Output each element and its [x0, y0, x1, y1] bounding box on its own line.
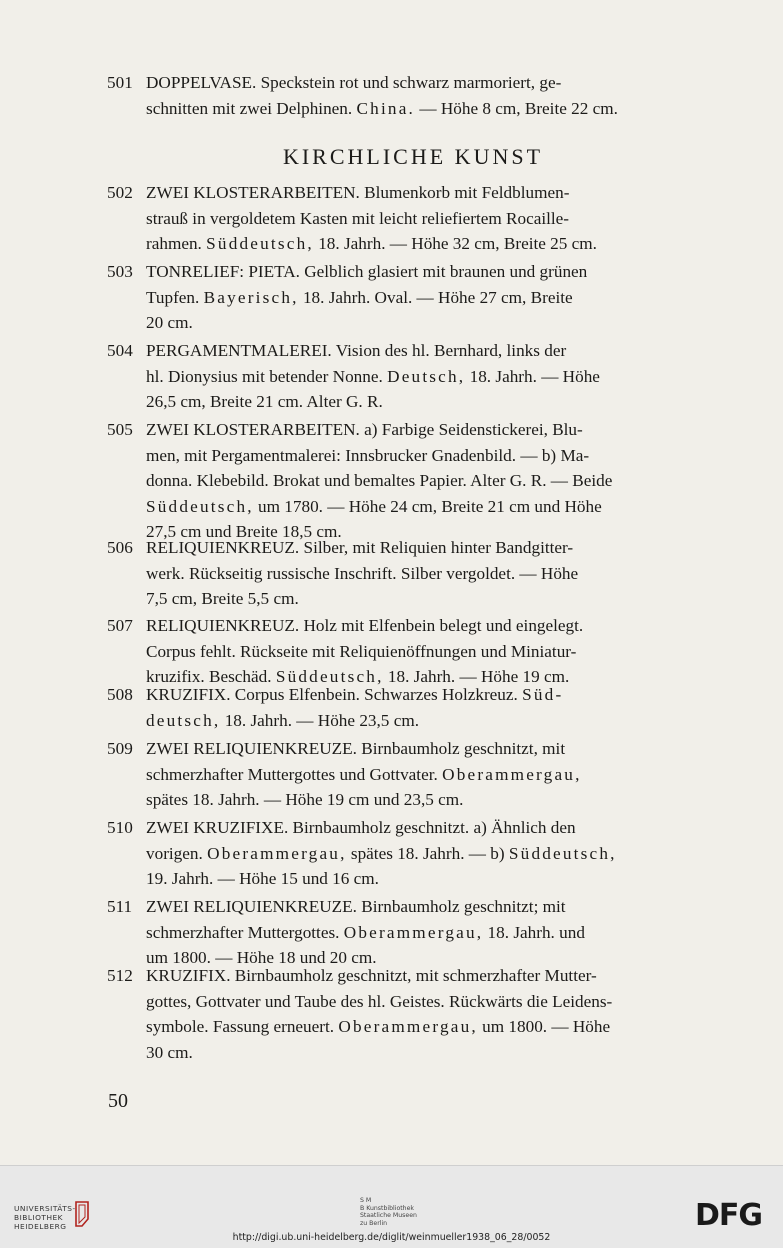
university-line: HEIDELBERG	[14, 1222, 67, 1231]
text-segment: um 1800. — Höhe	[477, 1017, 611, 1037]
description-line	[146, 231, 719, 257]
text-segment: spätes 18. Jahrh. — b)	[346, 843, 509, 863]
text-segment: 27,5 cm und Breite 18,5 cm.	[146, 522, 342, 542]
lot-number: 502	[107, 183, 133, 202]
description-line	[146, 285, 719, 311]
university-line: UNIVERSITÄTS-	[14, 1204, 76, 1213]
text-segment: werk. Rückseitig russische Inschrift. Silber vergoldet. — Höhe	[146, 563, 579, 583]
text-segment: spätes 18. Jahrh. — Höhe 19 cm und 23,5 cm.	[146, 790, 464, 810]
library-logo-icon	[72, 1199, 94, 1234]
spaced-origin-text: Deutsch,	[387, 366, 466, 386]
source-url-link[interactable]: http://digi.ub.uni-heidelberg.de/diglit/weinmueller1938_06_28/0052	[232, 1232, 551, 1243]
text-segment: 18. Jahrh. — Höhe 23,5 cm.	[220, 710, 419, 730]
catalog-entry	[107, 894, 719, 971]
text-segment: um 1800. — Höhe 18 und 20 cm.	[146, 948, 377, 968]
spaced-origin-text: deutsch,	[146, 710, 221, 730]
spaced-origin-text: Süd-	[522, 685, 564, 704]
description-line	[146, 762, 719, 788]
credit-line: zu Berlin	[360, 1219, 388, 1227]
university-library-text	[14, 1204, 76, 1231]
text-segment: schmerzhafter Muttergottes und Gottvater.	[146, 764, 443, 784]
description-line	[146, 639, 719, 665]
description-line	[146, 736, 719, 762]
catalog-entry	[107, 70, 719, 121]
lot-description	[146, 894, 719, 971]
university-line: BIBLIOTHEK	[14, 1213, 64, 1222]
description-line	[146, 338, 719, 364]
spaced-origin-text: Süddeutsch,	[508, 843, 617, 863]
spaced-origin-text: Bayerisch,	[203, 287, 299, 307]
lot-description	[146, 180, 719, 257]
text-segment: donna. Klebebild. Brokat und bemaltes Papier. Alter G. R. — Beide	[146, 471, 613, 491]
lot-description	[146, 535, 719, 612]
lot-number: 510	[107, 818, 133, 837]
text-segment: KRUZIFIX. Corpus Elfenbein. Schwarzes Holzkreuz.	[146, 685, 523, 704]
description-line	[146, 561, 719, 587]
catalog-entry	[107, 417, 719, 545]
catalog-entry	[107, 736, 719, 813]
text-segment: 20 cm.	[146, 313, 193, 333]
lot-description	[146, 613, 719, 690]
credit-line: B Kunstbibliothek	[360, 1204, 414, 1212]
page-number: 50	[108, 1090, 128, 1112]
description-line	[146, 206, 719, 232]
spaced-origin-text: Oberammergau,	[343, 922, 484, 942]
lot-description	[146, 259, 719, 336]
text-segment: men, mit Pergamentmalerei: Innsbrucker Gnadenbild. — b) Ma-	[146, 445, 590, 465]
catalog-entry	[107, 613, 719, 690]
text-segment: 18. Jahrh. Oval. — Höhe 27 cm, Breite	[298, 287, 573, 307]
description-line	[146, 613, 719, 639]
description-line	[146, 259, 719, 285]
description-line	[146, 586, 719, 612]
description-line	[146, 787, 719, 813]
credit-line: S M	[360, 1197, 372, 1204]
description-line	[146, 1014, 719, 1040]
text-segment: 26,5 cm, Breite 21 cm. Alter G. R.	[146, 392, 383, 412]
lot-description	[146, 815, 719, 892]
lot-number: 507	[107, 616, 133, 635]
text-segment: 18. Jahrh. — Höhe 19 cm.	[383, 667, 570, 687]
catalog-entry	[107, 815, 719, 892]
description-line	[146, 417, 719, 443]
lot-number: 503	[107, 262, 133, 281]
lot-description	[146, 70, 719, 121]
description-line	[146, 364, 719, 390]
text-segment: schnitten mit zwei Delphinen.	[146, 98, 357, 118]
description-line	[146, 96, 719, 122]
text-segment: kruzifix. Beschäd.	[146, 667, 276, 687]
description-line	[146, 180, 719, 206]
lot-description	[146, 417, 719, 545]
description-line	[146, 1040, 719, 1066]
spaced-origin-text: Oberammergau,	[338, 1017, 478, 1037]
text-segment: gottes, Gottvater und Taube des hl. Geistes. Rückwärts die Leidens-	[146, 991, 613, 1011]
description-line	[146, 708, 719, 734]
description-line	[146, 866, 719, 892]
spaced-origin-text: China.	[356, 98, 416, 118]
credit-line: Staatliche Museen	[360, 1212, 417, 1219]
text-segment: um 1780. — Höhe 24 cm, Breite 21 cm und Höhe	[253, 496, 602, 516]
lot-number: 512	[107, 966, 133, 985]
description-line	[146, 963, 719, 989]
lot-number: 509	[107, 739, 133, 758]
lot-number: 506	[107, 538, 133, 557]
spaced-origin-text: Süddeutsch,	[206, 234, 314, 254]
description-line	[146, 841, 719, 867]
text-segment: ZWEI KLOSTERARBEITEN. a) Farbige Seidenstickerei, Blu-	[146, 420, 583, 439]
text-segment: hl. Dionysius mit betender Nonne.	[146, 366, 388, 386]
text-segment: KRUZIFIX. Birnbaumholz geschnitzt, mit schmerzhafter Mutter-	[146, 966, 597, 985]
description-line	[146, 310, 719, 336]
text-segment: strauß in vergoldetem Kasten mit leicht reliefiertem Rocaille-	[146, 208, 570, 228]
description-line	[146, 389, 719, 415]
text-segment: 18. Jahrh. und	[483, 922, 585, 942]
text-segment: 18. Jahrh. — Höhe	[465, 366, 600, 386]
lot-description	[146, 338, 719, 415]
catalog-entry	[107, 180, 719, 257]
description-line	[146, 535, 719, 561]
text-segment: Corpus fehlt. Rückseite mit Reliquienöffnungen und Miniatur-	[146, 641, 577, 661]
text-segment: rahmen.	[146, 234, 207, 254]
description-line	[146, 494, 719, 520]
text-segment: RELIQUIENKREUZ. Holz mit Elfenbein belegt und eingelegt.	[146, 616, 584, 635]
text-segment: schmerzhafter Muttergottes.	[146, 922, 344, 942]
description-line	[146, 989, 719, 1015]
description-line	[146, 443, 719, 469]
text-segment: ZWEI KRUZIFIXE. Birnbaumholz geschnitzt. a) Ähnlich den	[146, 818, 576, 837]
description-line	[146, 920, 719, 946]
spaced-origin-text: Oberammergau,	[207, 843, 347, 863]
text-segment: vorigen.	[146, 843, 208, 863]
lot-number: 508	[107, 685, 133, 704]
text-segment: symbole. Fassung erneuert.	[146, 1017, 339, 1037]
text-segment: 19. Jahrh. — Höhe 15 und 16 cm.	[146, 869, 379, 889]
spaced-origin-text: Oberammergau,	[442, 764, 582, 784]
catalog-entry	[107, 259, 719, 336]
lot-description	[146, 682, 719, 733]
text-segment: DOPPELVASE. Speckstein rot und schwarz marmoriert, ge-	[146, 73, 562, 92]
catalog-entry	[107, 535, 719, 612]
description-line	[146, 682, 719, 708]
spaced-origin-text: Süddeutsch,	[275, 667, 384, 687]
lot-number: 501	[107, 73, 133, 92]
text-segment: 7,5 cm, Breite 5,5 cm.	[146, 589, 299, 609]
text-segment: 30 cm.	[146, 1042, 193, 1062]
lot-number: 504	[107, 341, 133, 360]
text-segment: PERGAMENTMALEREI. Vision des hl. Bernhard, links der	[146, 341, 567, 360]
lot-description	[146, 736, 719, 813]
section-heading: KIRCHLICHE KUNST	[282, 144, 544, 169]
text-segment: ZWEI KLOSTERARBEITEN. Blumenkorb mit Feldblumen-	[146, 183, 570, 202]
text-segment: TONRELIEF: PIETA. Gelblich glasiert mit braunen und grünen	[146, 262, 588, 281]
dfg-logo: DFG	[695, 1198, 763, 1233]
spaced-origin-text: Süddeutsch,	[146, 496, 254, 516]
text-segment: — Höhe 8 cm, Breite 22 cm.	[415, 98, 618, 118]
museum-credit	[360, 1197, 480, 1227]
text-segment: ZWEI RELIQUIENKREUZE. Birnbaumholz geschnitzt, mit	[146, 739, 566, 758]
lot-description	[146, 963, 719, 1065]
lot-number: 505	[107, 420, 133, 439]
text-segment: Tupfen.	[146, 287, 204, 307]
text-segment: ZWEI RELIQUIENKREUZE. Birnbaumholz geschnitzt; mit	[146, 897, 566, 916]
catalog-entry	[107, 682, 719, 733]
text-segment: RELIQUIENKREUZ. Silber, mit Reliquien hinter Bandgitter-	[146, 538, 574, 557]
description-line	[146, 70, 719, 96]
description-line	[146, 894, 719, 920]
description-line	[146, 468, 719, 494]
catalog-entry	[107, 338, 719, 415]
lot-number: 511	[107, 897, 133, 916]
text-segment: 18. Jahrh. — Höhe 32 cm, Breite 25 cm.	[313, 234, 597, 254]
catalog-entry	[107, 963, 719, 1065]
description-line	[146, 815, 719, 841]
